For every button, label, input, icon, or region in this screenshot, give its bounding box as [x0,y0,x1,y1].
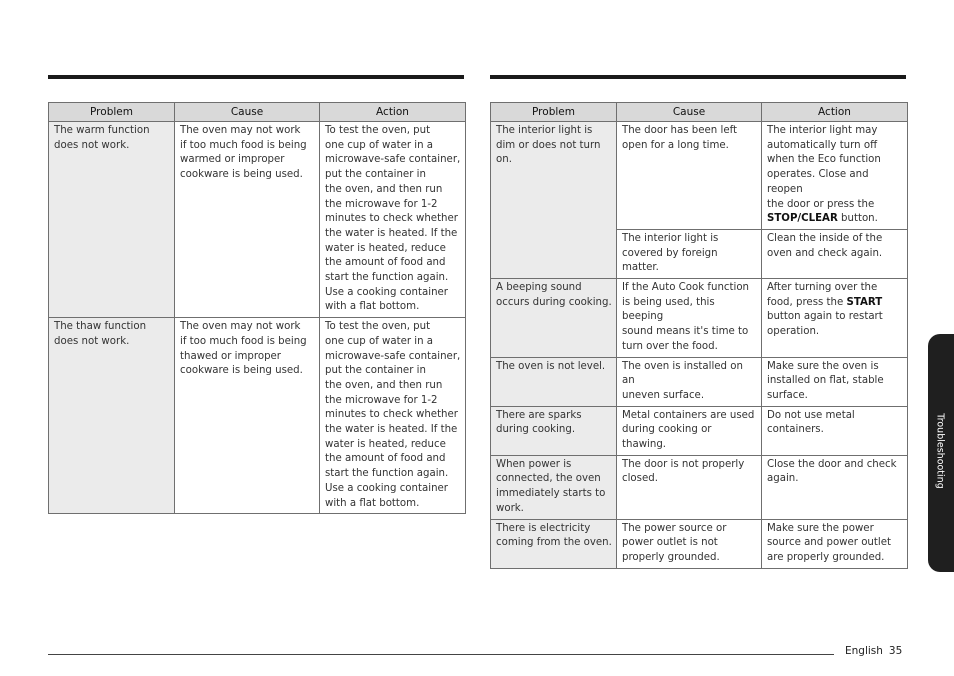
cause-cell: The power source or power outlet is not properly grounded. [617,519,762,568]
page-footer [845,645,902,657]
cause-cell: The door is not properly closed. [617,455,762,519]
action-cell: Make sure the oven is installed on flat, stable surface. [762,357,908,406]
cause-cell: If the Auto Cook function is being used, this beeping sound means it's time to turn over the food. [617,279,762,358]
problem-cell: The oven is not level. [491,357,617,406]
action-cell: To test the oven, put one cup of water in a microwave-safe container, put the container in the oven, and then run the microwave for 1-2 minutes to check whether the water is heated. If the water is heated, reduce the amount of food and start the function again. Use a cooking container with a flat bottom. [320,318,466,514]
header-action: Action [762,103,908,122]
header-problem: Problem [491,103,617,122]
section-side-tab[interactable] [928,334,954,572]
problem-cell: The interior light is dim or does not turn on. [491,122,617,279]
table-header-row [49,103,466,122]
problem-cell: The warm function does not work. [49,122,175,318]
right-troubleshooting-table [490,102,908,569]
action-cell: The interior light may automatically turn off when the Eco function operates. Close and reopen the door or press the STOP/CLEAR button. [762,122,908,230]
start-key: START [846,296,883,308]
stop-clear-key: STOP/CLEAR [767,213,838,225]
cause-cell: The oven may not work if too much food is being thawed or improper cookware is being used. [175,318,320,514]
footer-rule [48,654,834,655]
header-problem: Problem [49,103,175,122]
action-cell: After turning over the food, press the START button again to restart operation. [762,279,908,358]
action-cell: Clean the inside of the oven and check again. [762,229,908,278]
cause-cell: The oven is installed on an uneven surface. [617,357,762,406]
action-cell: To test the oven, put one cup of water in a microwave-safe container, put the container in the oven, and then run the microwave for 1-2 minutes to check whether the water is heated. If the water is heated, reduce the amount of food and start the function again. Use a cooking container with a flat bottom. [320,122,466,318]
problem-cell: A beeping sound occurs during cooking. [491,279,617,358]
header-cause: Cause [617,103,762,122]
table-row [491,519,908,568]
table-row [491,357,908,406]
side-tab-label: Troubleshooting [934,413,946,489]
table-row [49,318,466,514]
problem-cell: There are sparks during cooking. [491,406,617,455]
table-row [491,279,908,358]
cause-cell: The door has been left open for a long time. [617,122,762,230]
action-cell: Close the door and check again. [762,455,908,519]
left-troubleshooting-table [48,102,466,514]
action-cell: Make sure the power source and power outlet are properly grounded. [762,519,908,568]
table-row [491,455,908,519]
cause-cell: Metal containers are used during cooking or thawing. [617,406,762,455]
cause-cell: The interior light is covered by foreign matter. [617,229,762,278]
header-action: Action [320,103,466,122]
action-cell: Do not use metal containers. [762,406,908,455]
header-cause: Cause [175,103,320,122]
page-number: 35 [888,645,903,657]
footer-language: English [845,645,883,657]
right-column-rule [490,75,906,79]
table-row [49,122,466,318]
table-header-row [491,103,908,122]
cause-cell: The oven may not work if too much food is being warmed or improper cookware is being used. [175,122,320,318]
table-row [491,122,908,230]
problem-cell: There is electricity coming from the oven. [491,519,617,568]
left-column-rule [48,75,464,79]
problem-cell: The thaw function does not work. [49,318,175,514]
problem-cell: When power is connected, the oven immediately starts to work. [491,455,617,519]
table-row [491,406,908,455]
